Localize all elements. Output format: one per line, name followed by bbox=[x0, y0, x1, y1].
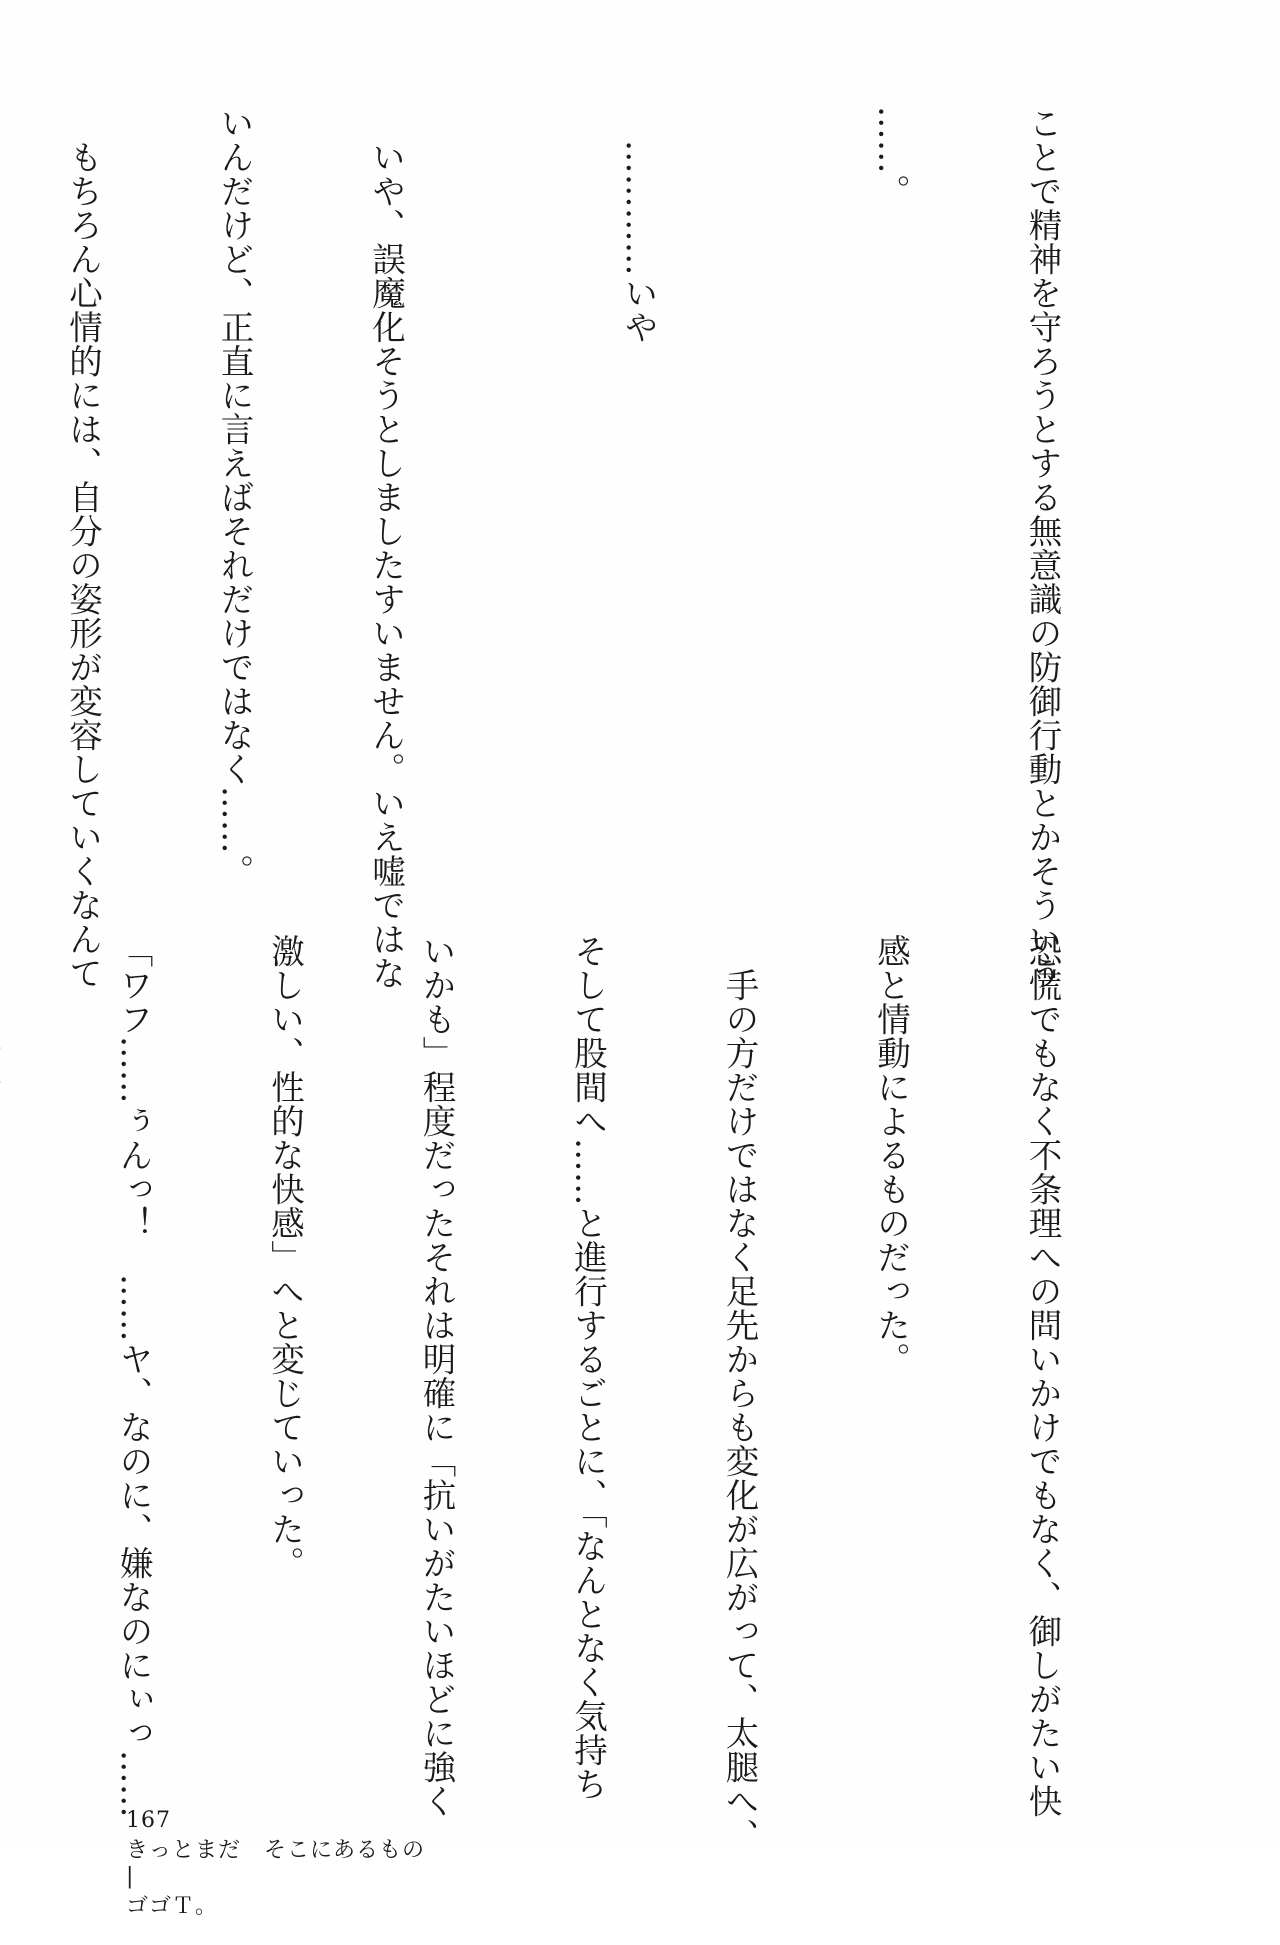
upper-text-block bbox=[63, 106, 1168, 990]
text-column: …………いや bbox=[619, 106, 658, 344]
text-column: 感と情動によるものだった。 bbox=[871, 934, 911, 1376]
text-column: ……。 bbox=[871, 106, 911, 208]
footer-separator: | bbox=[125, 1864, 135, 1889]
text-column: 「ワフ……ぅんっ！ ……ヤ、なのに、嫌なのにぃっ…… bbox=[114, 934, 153, 1818]
page-footer bbox=[94, 1783, 459, 1945]
text-column: いや、誤魔化そうとしましたすいません。いえ嘘ではな bbox=[366, 106, 406, 990]
text-column: 手の方だけではなく足先からも変化が広がって、太腿へ、 bbox=[720, 934, 759, 1852]
text-column: 恐慌でもなく不条理への問いかけでもなく、御しがたい快 bbox=[1023, 934, 1062, 1818]
text-column: ことで精神を守ろうとする無意識の防御行動とかそういう bbox=[1023, 106, 1062, 990]
page-number: 167 bbox=[125, 1808, 171, 1833]
text-column: いかも」程度だったそれは明確に「抗いがたいほどに強く bbox=[417, 934, 456, 1818]
text-column: いんだけど、正直に言えばそれだけではなく……。 bbox=[215, 106, 254, 888]
text-column: 激しい、性的な快感」へと変じていった。 bbox=[265, 934, 305, 1580]
text-column: そして股間へ……と進行するごとに、「なんとなく気持ち bbox=[568, 934, 608, 1802]
text-column: もちろん心情的には、自分の姿形が変容していくなんて bbox=[63, 106, 103, 990]
text-column bbox=[0, 934, 7, 1732]
book-title: きっとまだ そこにあるもの bbox=[125, 1838, 425, 1863]
author-name: ゴゴＴ。 bbox=[125, 1894, 218, 1919]
